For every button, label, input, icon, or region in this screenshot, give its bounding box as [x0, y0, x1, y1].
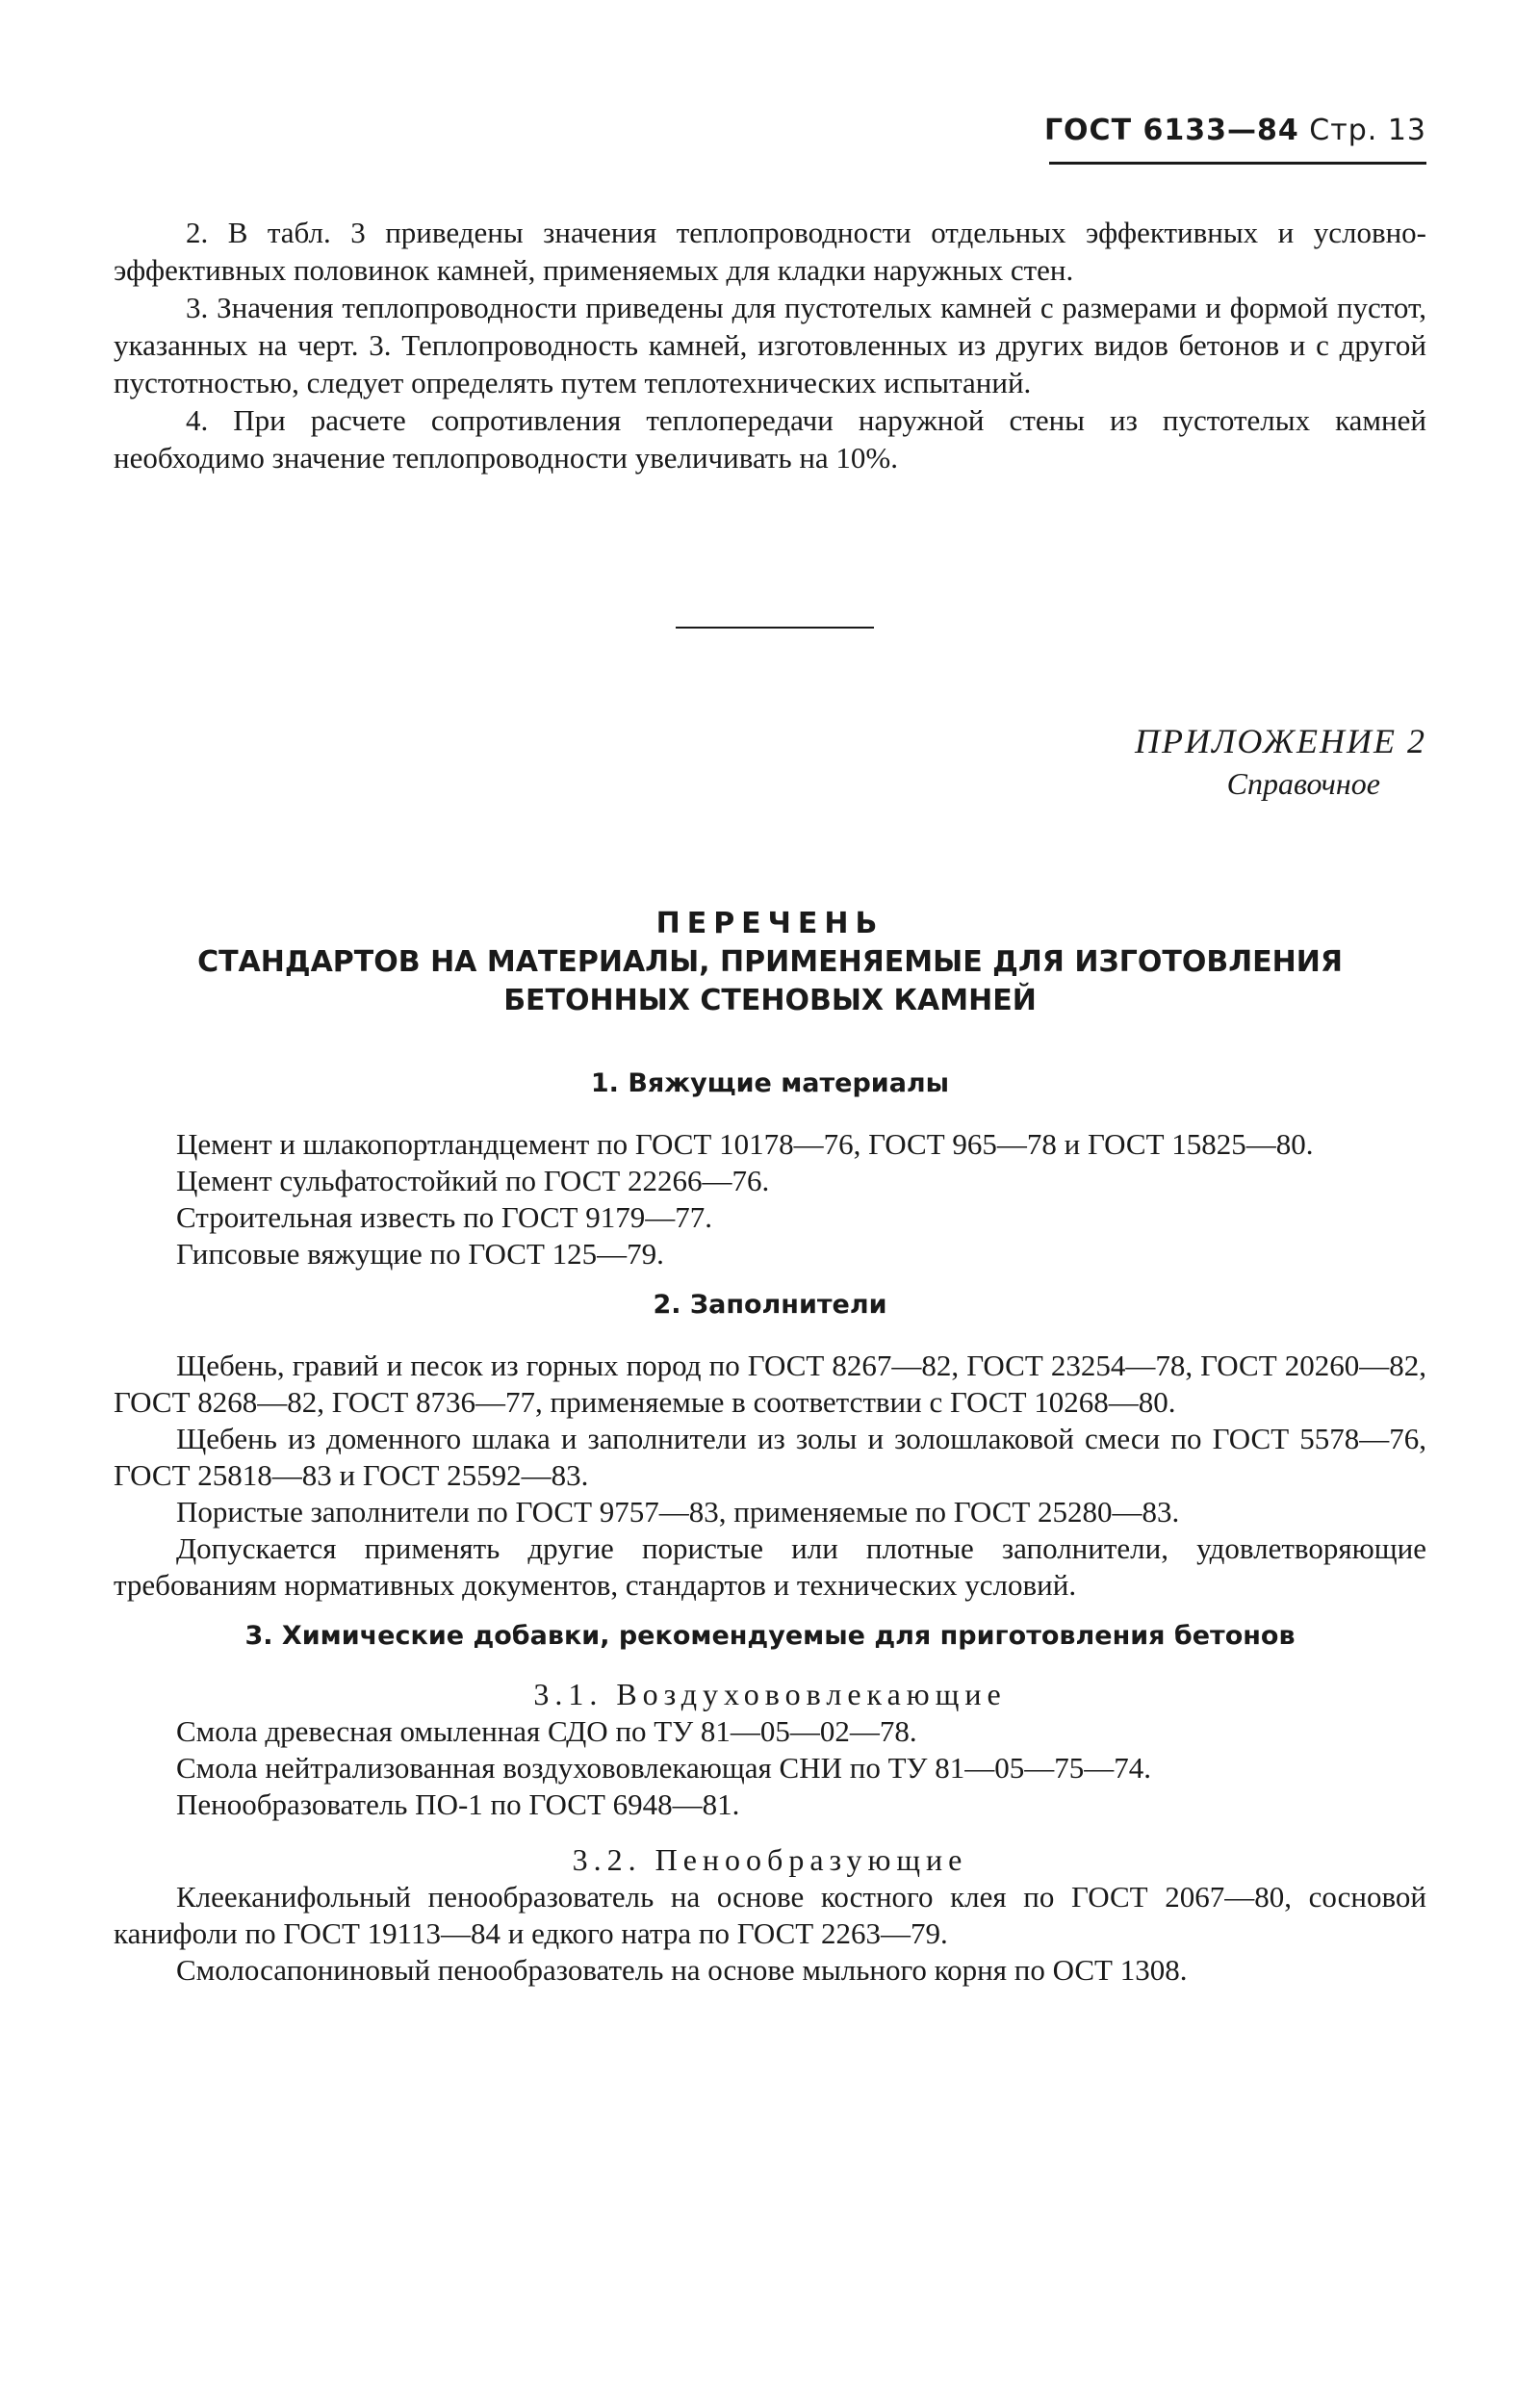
- list-item: Цемент и шлакопортландцемент по ГОСТ 10178—76, ГОСТ 965—78 и ГОСТ 15825—80.: [176, 1127, 1314, 1161]
- list-item: Цемент сульфатостойкий по ГОСТ 22266—76.: [176, 1164, 770, 1197]
- standards-list: [114, 1067, 1426, 1989]
- list-item: Клееканифольный пенообразователь на основе костного клея по ГОСТ 2067—80, сосновой канифоли по ГОСТ 19113—84 и едкого натра по ГОСТ 2263—79.: [114, 1880, 1426, 1950]
- list-item: Пенообразователь ПО-1 по ГОСТ 6948—81.: [176, 1787, 740, 1821]
- list-title-line: БЕТОННЫХ СТЕНОВЫХ КАМНЕЙ: [503, 984, 1037, 1017]
- subsection-heading: 3.1. Воздухововлекающие: [533, 1677, 1007, 1711]
- page-header: [1044, 114, 1426, 147]
- appendix-title: ПРИЛОЖЕНИЕ 2: [1135, 722, 1426, 760]
- list-item: Щебень, гравий и песок из горных пород по ГОСТ 8267—82, ГОСТ 23254—78, ГОСТ 20260—82, ГОСТ 8268—82, ГОСТ 8736—77, применяемые в соответствии с ГОСТ 10268—80.: [114, 1349, 1426, 1419]
- section-heading: 3. Химические добавки, рекомендуемые для приготовления бетонов: [244, 1621, 1296, 1651]
- list-item: Пористые заполнители по ГОСТ 9757—83, применяемые по ГОСТ 25280—83.: [176, 1495, 1180, 1529]
- intro-paragraph: 3. Значения теплопроводности приведены для пустотелых камней с размерами и формой пустот, указанных на черт. 3. Теплопроводность камней, изготовленных из других видов бетонов и с другой пустотностью, следует определять путем теплотехнических испытаний.: [114, 291, 1426, 399]
- section-heading: 1. Вяжущие материалы: [590, 1068, 950, 1098]
- appendix-subtitle: Справочное: [1226, 766, 1380, 801]
- list-item: Гипсовые вяжущие по ГОСТ 125—79.: [176, 1237, 664, 1271]
- intro-paragraph: 4. При расчете сопротивления теплопередачи наружной стены из пустотелых камней необходимо значение теплопроводности увеличивать на 10%.: [114, 403, 1426, 475]
- section-divider: [676, 627, 874, 629]
- standard-number: ГОСТ 6133—84: [1043, 114, 1299, 147]
- appendix-label: [1135, 719, 1426, 804]
- list-title-line: ПЕРЕЧЕНЬ: [655, 907, 885, 940]
- intro-paragraph: 2. В табл. 3 приведены значения теплопроводности отдельных эффективных и условно-эффективных половинок камней, применяемых для кладки наружных стен.: [114, 216, 1426, 287]
- list-title: [114, 905, 1426, 1020]
- list-item: Допускается применять другие пористые или плотные заполнители, удовлетворяющие требованиям нормативных документов, стандартов и технических условий.: [114, 1531, 1426, 1602]
- list-item: Щебень из доменного шлака и заполнители из золы и золошлаковой смеси по ГОСТ 5578—76, ГОСТ 25818—83 и ГОСТ 25592—83.: [114, 1422, 1426, 1492]
- page-number: Стр. 13: [1309, 114, 1426, 147]
- list-item: Смолосапониновый пенообразователь на основе мыльного корня по ОСТ 1308.: [176, 1953, 1188, 1987]
- intro-text: [114, 214, 1426, 476]
- list-title-line: СТАНДАРТОВ НА МАТЕРИАЛЫ, ПРИМЕНЯЕМЫЕ ДЛЯ ИЗГОТОВЛЕНИЯ: [197, 945, 1343, 979]
- list-item: Строительная известь по ГОСТ 9179—77.: [176, 1200, 712, 1234]
- subsection-heading: 3.2. Пенообразующие: [572, 1842, 968, 1877]
- header-rule: [1049, 162, 1426, 165]
- list-item: Смола древесная омыленная СДО по ТУ 81—05—02—78.: [176, 1714, 917, 1748]
- section-heading: 2. Заполнители: [653, 1290, 887, 1320]
- list-item: Смола нейтрализованная воздухововлекающая СНИ по ТУ 81—05—75—74.: [176, 1751, 1151, 1785]
